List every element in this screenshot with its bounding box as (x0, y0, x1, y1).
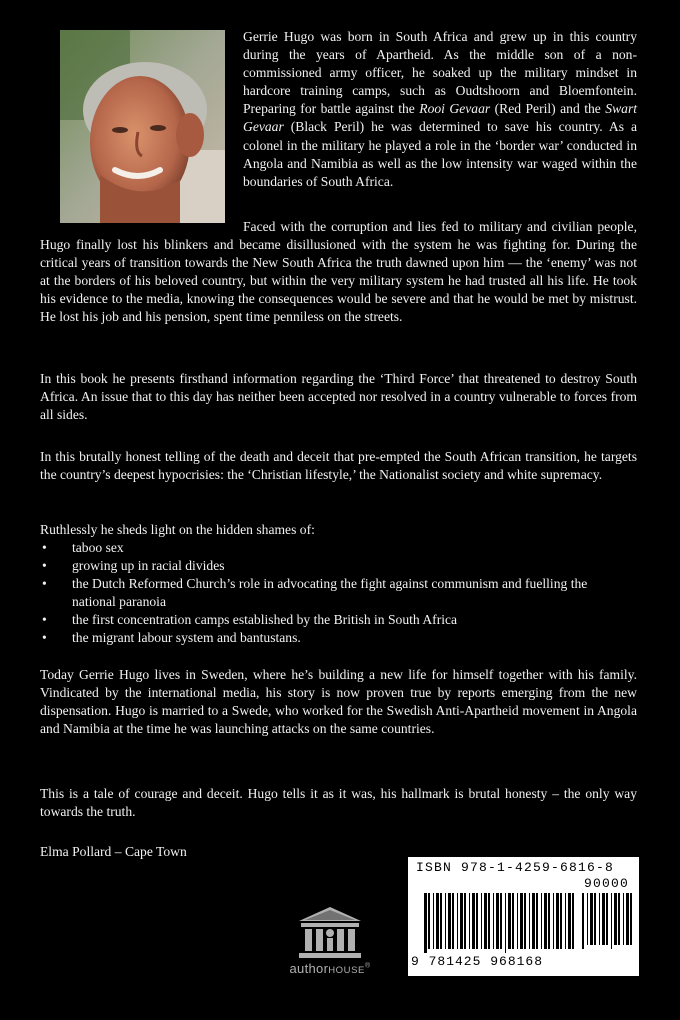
barcode-bar (436, 893, 439, 949)
barcode-bar (556, 893, 559, 949)
barcode-bar (512, 893, 514, 949)
paragraph-hidden-shames-intro: Ruthlessly he sheds light on the hidden shames of: (40, 522, 315, 537)
barcode-bar (568, 893, 571, 949)
list-item: • taboo sex (40, 539, 600, 557)
barcode-bar (457, 893, 458, 949)
barcode-bar (560, 893, 562, 949)
paragraph-disillusion: Faced with the corruption and lies fed to military and civilian people, Hugo finally lost his blinkers and became disillusioned with the system he was fighting for. During the critical years of transition towards the New South Africa the truth dawned upon him — the ‘enemy’ was not at the borders of his beloved country, but within the very military system he had trusted all his life. He took his evidence to the media, knowing the consequences would be severe and that he would be met by mistrust. He lost his job and his pension, spent time penniless on the streets. (40, 219, 637, 325)
barcode-bar (630, 893, 632, 945)
barcode-bar (433, 893, 434, 949)
list-item: • growing up in racial divides (40, 557, 600, 575)
building-icon (297, 905, 363, 959)
barcode-bar (424, 893, 427, 953)
barcode-bar (517, 893, 518, 949)
barcode-bar (572, 893, 574, 949)
isbn-barcode (408, 857, 639, 976)
barcode-bar (532, 893, 535, 949)
paragraph-third-force: In this book he presents firsthand information regarding the ‘Third Force’ that threatened to destroy South Africa. An issue that to this day has neither been accepted nor resolved in a country vulnerable to forces from all sides. (40, 371, 637, 423)
barcode-bar (594, 893, 596, 945)
barcode-bar (476, 893, 478, 949)
barcode-bar (565, 893, 566, 949)
hidden-shames-list (40, 539, 600, 648)
price-code: 90000 (583, 876, 629, 891)
barcode-bar (440, 893, 442, 949)
barcode-main-bars (424, 893, 576, 955)
barcode-bar (618, 893, 620, 945)
paragraph-sweden: Today Gerrie Hugo lives in Sweden, where he’s building a new life for himself together with his family. Vindicated by the international media, his story is now proven true by reports emerging from the new dispensation. Hugo is married to a Swede, who worked for the Swedish Anti-Apartheid movement in Angola and Namibia at the time he was launching attacks on the same countries. (40, 667, 637, 737)
barcode-bar (500, 893, 502, 949)
paragraph-hypocrisies: In this brutally honest telling of the death and deceit that pre-empted the South African transition, he targets the country’s deepest hypocrisies: the ‘Christian lifestyle,’ the Nationalist society and white supremacy. (40, 449, 637, 483)
barcode-bar (536, 893, 538, 949)
barcode-bar (529, 893, 530, 949)
barcode-bar (541, 893, 542, 949)
barcode-bar (614, 893, 617, 945)
barcode-bar (460, 893, 463, 949)
barcode-bar (472, 893, 475, 949)
barcode-bar (493, 893, 494, 949)
barcode-bar (544, 893, 547, 949)
list-item: • the Dutch Reformed Church’s role in advocating the fight against communism and fuelling the national paranoia (40, 575, 600, 611)
isbn-number: ISBN 978-1-4259-6816-8 (416, 860, 615, 875)
barcode-bar (464, 893, 466, 949)
barcode-bar (606, 893, 608, 945)
barcode-bar (524, 893, 526, 949)
barcode-bar (505, 893, 506, 953)
barcode-bar (548, 893, 550, 949)
barcode-bar (488, 893, 490, 949)
publisher-name: authorHOUSE® (289, 961, 371, 976)
paragraph-conclusion: This is a tale of courage and deceit. Hugo tells it as it was, his hallmark is brutal honesty – the only way towards the truth. (40, 786, 637, 820)
author-photo (60, 30, 225, 223)
barcode-bar (611, 893, 612, 949)
barcode-bar (623, 893, 624, 945)
barcode-bar (599, 893, 600, 945)
barcode-bar (484, 893, 487, 949)
barcode-digits: 9 781425 968168 (411, 954, 544, 969)
barcode-bar (602, 893, 605, 945)
author-bio-intro: Gerrie Hugo was born in South Africa and grew up in this country during the years of Apartheid. As the middle son of a non-commissioned army officer, he soaked up the military mindset in hardcore training camps, such as Oudtshoorn and Bloemfontein. Preparing for battle against the Rooi Gevaar (Red Peril) and the Swart Gevaar (Black Peril) he was determined to save his country. As a colonel in the military he played a role in the ‘border war’ conducted in Angola and Namibia as well as the low intensity war waged within the boundaries of South Africa. (243, 29, 638, 189)
review-signature: Elma Pollard – Cape Town (40, 844, 187, 859)
barcode-bar (508, 893, 511, 949)
list-item: • the first concentration camps established by the British in South Africa (40, 611, 600, 629)
barcode-bar (496, 893, 499, 949)
barcode-bar (428, 893, 430, 949)
barcode-addon-bars (582, 893, 634, 949)
barcode-bar (582, 893, 584, 949)
barcode-bar (445, 893, 446, 949)
list-item: • the migrant labour system and bantustans. (40, 629, 600, 647)
barcode-bar (520, 893, 523, 949)
barcode-bar (553, 893, 554, 949)
publisher-logo (275, 905, 385, 980)
barcode-bar (626, 893, 629, 945)
barcode-bar (587, 893, 588, 945)
barcode-bar (469, 893, 470, 949)
barcode-bar (448, 893, 451, 949)
barcode-bar (481, 893, 482, 949)
barcode-bar (452, 893, 454, 949)
barcode-bar (590, 893, 593, 945)
